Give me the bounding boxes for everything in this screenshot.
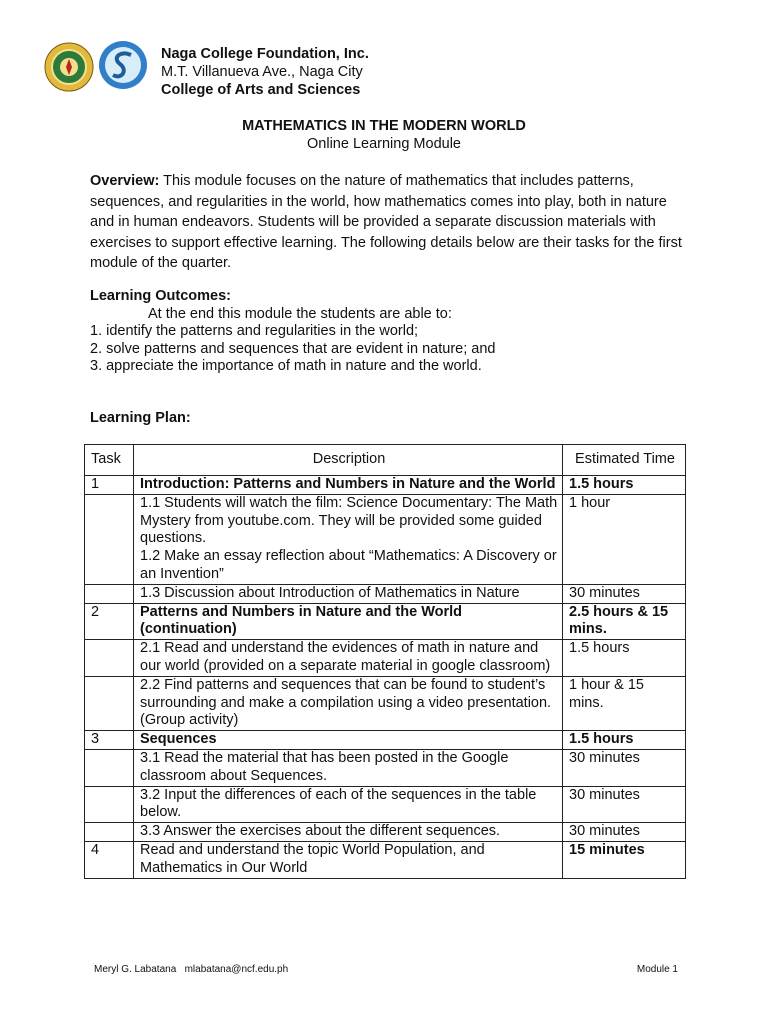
task-cell: 1 (85, 476, 134, 495)
column-header-estimated-time: Estimated Time (563, 445, 686, 476)
table-row (85, 749, 686, 786)
table-row (85, 676, 686, 730)
description-cell: 1.3 Discussion about Introduction of Mathematics in Nature (134, 584, 563, 603)
task-cell: 4 (85, 841, 134, 878)
time-cell: 2.5 hours & 15 mins. (563, 603, 686, 640)
learning-outcomes-intro: At the end this module the students are able to: (148, 305, 452, 322)
department-logo (98, 40, 148, 90)
description-line: 1.2 Make an essay reflection about “Mathematics: A Discovery or an Invention” (140, 548, 557, 582)
task-cell: 2 (85, 603, 134, 640)
description-cell: Read and understand the topic World Population, and Mathematics in Our World (134, 841, 563, 878)
document-title-block (0, 117, 768, 153)
time-cell: 15 minutes (563, 841, 686, 878)
learning-outcomes-heading: Learning Outcomes: (90, 288, 231, 304)
overview-paragraph (90, 171, 690, 274)
description-cell: 3.3 Answer the exercises about the different sequences. (134, 823, 563, 842)
table-row (85, 584, 686, 603)
description-cell: Patterns and Numbers in Nature and the World (continuation) (134, 603, 563, 640)
college-name: College of Arts and Sciences (161, 82, 361, 98)
table-row (85, 640, 686, 677)
institution-block (161, 45, 369, 99)
time-cell: 30 minutes (563, 749, 686, 786)
task-cell (85, 786, 134, 823)
overview-label: Overview: (90, 173, 160, 189)
table-row (85, 476, 686, 495)
footer-author: Meryl G. Labatana mlabatana@ncf.edu.ph (94, 964, 289, 975)
document-title: MATHEMATICS IN THE MODERN WORLD (242, 118, 526, 134)
description-cell: 3.1 Read the material that has been posted in the Google classroom about Sequences. (134, 749, 563, 786)
time-cell: 1.5 hours (563, 731, 686, 750)
task-cell (85, 823, 134, 842)
description-cell: Introduction: Patterns and Numbers in Nature and the World (134, 476, 563, 495)
overview-text: This module focuses on the nature of mathematics that includes patterns, sequences, and regularities in the world, how mathematics comes into play, both in nature and in human endeavors. Students will be provided a separate discussion materials with exercises to support effective learning. The following details below are their tasks for the first module of the quarter. (90, 173, 682, 272)
learning-outcome-item: 1. identify the patterns and regularities in the world; (90, 323, 419, 340)
learning-outcomes (90, 288, 710, 376)
document-header (44, 40, 724, 100)
description-cell: Sequences (134, 731, 563, 750)
time-cell: 1.5 hours (563, 476, 686, 495)
column-header-description: Description (134, 445, 563, 476)
task-cell: 3 (85, 731, 134, 750)
document-subtitle: Online Learning Module (307, 136, 461, 152)
description-cell (134, 494, 563, 584)
description-cell: 2.1 Read and understand the evidences of math in nature and our world (provided on a separate material in google classroom) (134, 640, 563, 677)
task-cell (85, 584, 134, 603)
table-row (85, 841, 686, 878)
description-cell: 3.2 Input the differences of each of the sequences in the table below. (134, 786, 563, 823)
time-cell: 30 minutes (563, 584, 686, 603)
description-cell: 2.2 Find patterns and sequences that can be found to student’s surrounding and make a compilation using a video presentation. (Group activity) (134, 676, 563, 730)
table-row (85, 603, 686, 640)
time-cell: 1.5 hours (563, 640, 686, 677)
institution-name: Naga College Foundation, Inc. (161, 46, 369, 62)
institution-address: M.T. Villanueva Ave., Naga City (161, 64, 363, 80)
table-row (85, 786, 686, 823)
learning-outcome-item: 2. solve patterns and sequences that are evident in nature; and (90, 340, 496, 357)
learning-plan-table (84, 444, 686, 879)
footer-module: Module 1 (636, 964, 678, 975)
college-seal-logo (44, 42, 94, 92)
learning-plan-heading: Learning Plan: (90, 410, 191, 426)
task-cell (85, 494, 134, 584)
page-footer (94, 964, 678, 975)
description-line: 1.1 Students will watch the film: Science Documentary: The Math Mystery from youtube.com. They will be provided some guided questions. (140, 494, 558, 547)
task-cell (85, 640, 134, 677)
task-cell (85, 749, 134, 786)
time-cell: 1 hour (563, 494, 686, 584)
table-row (85, 494, 686, 584)
table-header-row (85, 445, 686, 476)
time-cell: 30 minutes (563, 786, 686, 823)
time-cell: 30 minutes (563, 823, 686, 842)
table-row (85, 823, 686, 842)
learning-outcome-item: 3. appreciate the importance of math in nature and the world. (90, 358, 482, 375)
column-header-task: Task (85, 445, 134, 476)
table-row (85, 731, 686, 750)
task-cell (85, 676, 134, 730)
time-cell: 1 hour & 15 mins. (563, 676, 686, 730)
